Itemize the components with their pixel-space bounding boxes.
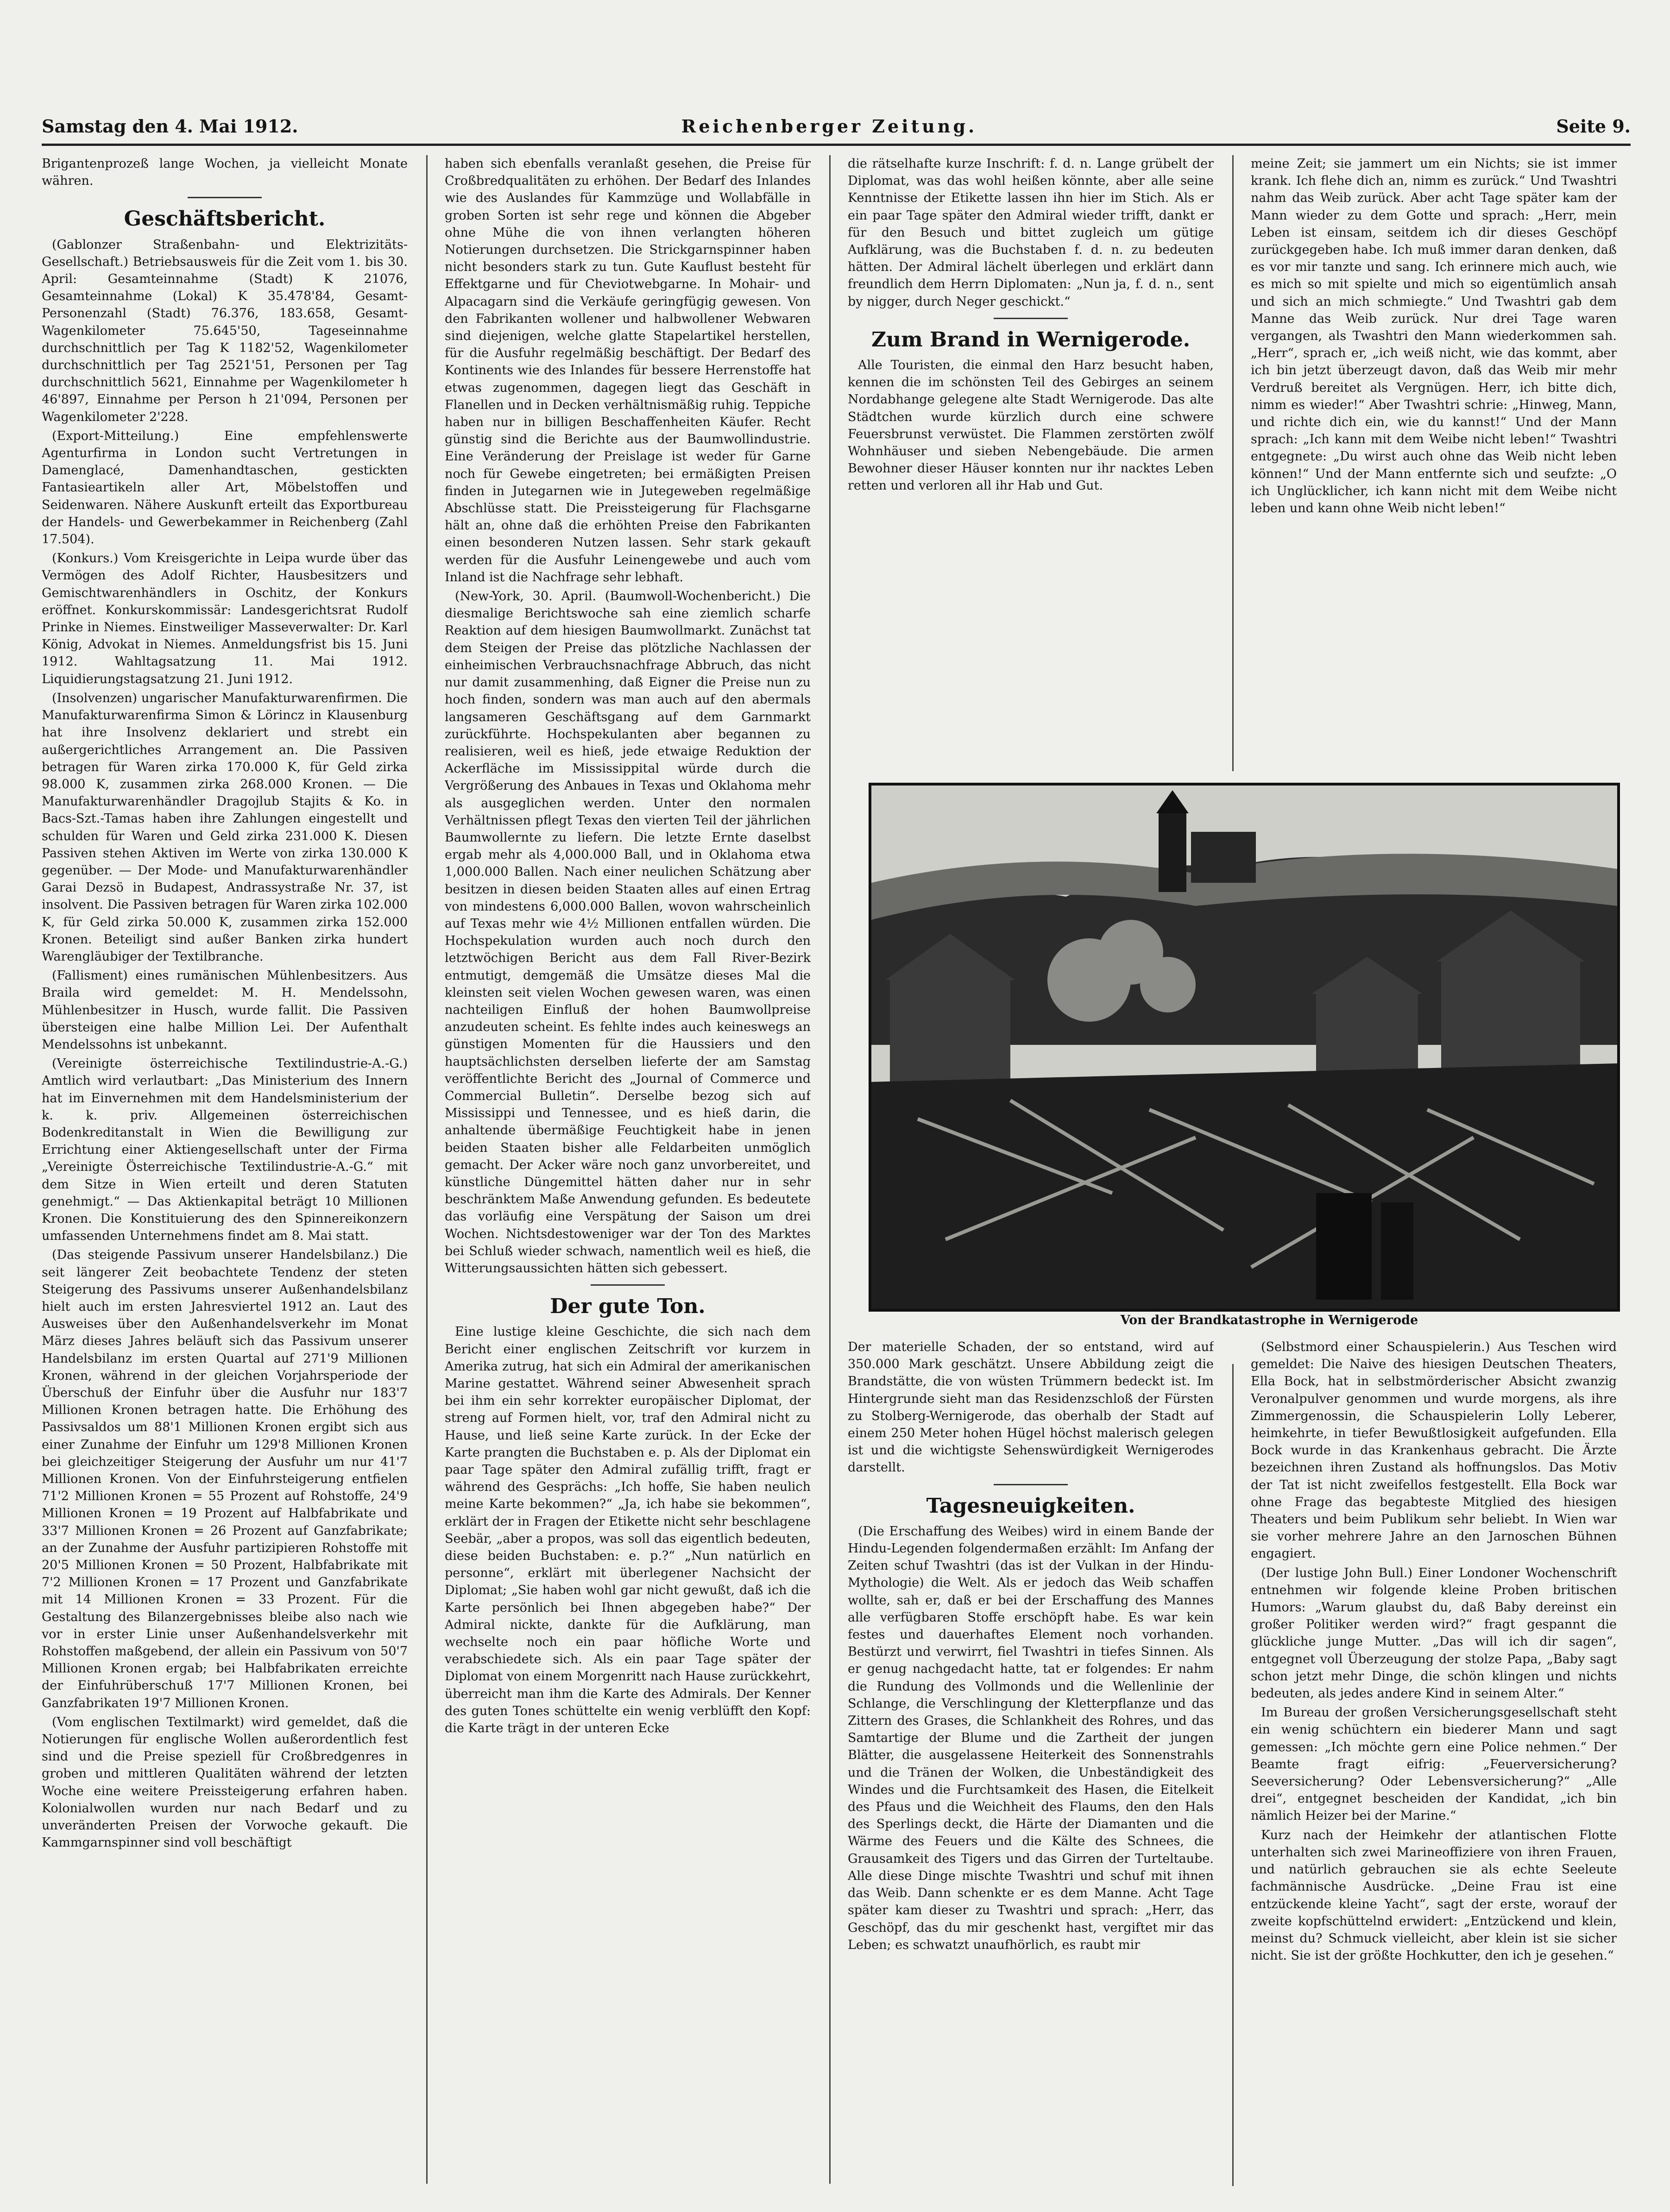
column-3 <box>848 155 1214 817</box>
business-item: (Vom englischen Textilmarkt) wird gemeldet, daß die Notierungen für englische Wollen außerordentlich fest sind und die Preise speziell für Croßbredgenres in groben und mittleren Qualitäten während der letzten Woche eine weitere Preissteigerung erfahren haben. Kolonialwollen wurden nur nach Bedarf und zu unveränderten Preisen der Vorwoche gekauft. Die Kammgarnspinner sind voll beschäftigt <box>42 1715 408 1850</box>
column-rule <box>1232 155 1234 771</box>
business-item: (Export-Mitteilung.) Eine empfehlenswerte Agenturfirma in London sucht Vertretungen in Damenglacé, Damenhandtaschen, gestickten Fantasieartikeln aller Art, Möbelstoffen und Seidenwaren. Nähere Auskunft erteilt das Exportbureau der Handels- und Gewerbekammer in Reichenberg (Zahl 17.504). <box>42 428 408 547</box>
business-item: (Gablonzer Straßenbahn- und Elektrizitäts-Gesellschaft.) Betriebsausweis für die Zeit vom 1. bis 30. April: Gesamteinnahme (Stadt) K 21076, Gesamteinnahme (Lokal) K 35.478'84, Gesamt-Personenzahl (Stadt) 76.376, 183.658, Gesamt-Wagenkilometer 75.645'50, Tageseinnahme durchschnittlich per Tag K 1182'52, Wagenkilometer durchschnittlich per Tag 2521'51, Personen per Tag durchschnittlich 5621, Einnahme per Wagenkilometer h 46'897, Einnahme per Person h 21'094, Personen per Wagenkilometer 2'228. <box>42 237 408 424</box>
column-3-lower <box>848 1339 1214 2186</box>
separator <box>591 1284 665 1286</box>
news-item: (Selbstmord einer Schauspielerin.) Aus Teschen wird gemeldet: Die Naive des hiesigen Deutschen Theaters, Ella Bock, hat in selbstmörderischer Absicht zwanzig Veronalpulver genommen und wurde morgens, als ihre Zimmergenossin, die Schauspielerin Lolly Leberer, heimkehrte, in tiefer Bewußtlosigkeit aufgefunden. Ella Bock wurde in das Krankenhaus gebracht. Die Ärzte bezeichnen ihren Zustand als hoffnungslos. Das Motiv der Tat ist nicht zweifellos festgestellt. Ella Bock war ohne Frage das begabteste Mitglied des hiesigen Theaters und beim Publikum sehr beliebt. In Wien war sie vorher mehrere Jahre an den Jarnoschen Bühnen engagiert. <box>1251 1340 1617 1561</box>
column-4-lower <box>1251 1339 1617 2186</box>
separator <box>994 318 1068 319</box>
article-fragment: Brigantenprozeß lange Wochen, ja vielleicht Monate währen. <box>42 157 408 189</box>
column-rule <box>426 155 428 2184</box>
fire-scene-illustration <box>871 786 1617 1309</box>
business-item: (Fallisment) eines rumänischen Mühlenbesitzers. Aus Braila wird gemeldet: M. H. Mendelssohn, Mühlenbesitzer in Husch, wurde fallit. Die Passiven übersteigen eine halbe Million Lei. Der Aufenthalt Mendelssohns ist unbekannt. <box>42 968 408 1052</box>
business-item: (Vereinigte österreichische Textilindustrie-A.-G.) Amtlich wird verlautbart: „Das Ministerium des Innern hat im Einvernehmen mit dem Handelsministerium der k. k. priv. Allgemeinen österreichischen Bodenkreditanstalt in Wien die Bewilligung zur Errichtung einer Aktiengesellschaft unter der Firma „Vereinigte Österreichische Textilindustrie-A.-G.“ mit dem Sitze in Wien erteilt und deren Statuten genehmigt.“ — Das Aktienkapital beträgt 10 Millionen Kronen. Die Konstituierung des den Spinnereikonzern umfassenden Unternehmens findet am 8. Mai statt. <box>42 1056 408 1244</box>
article-body: Der materielle Schaden, der so entstand, wird auf 350.000 Mark geschätzt. Unsere Abbildung zeigt die Brandstätte, die von wüsten Trümmern bedeckt ist. Im Hintergrunde sieht man das Residenzschloß der Fürsten zu Stolberg-Wernigerode, das oberhalb der Stadt auf einem 250 Meter hohen Hügel höchst malerisch gelegen ist und die wichtigste Sehenswürdigkeit Wernigerodes darstellt. <box>848 1340 1214 1475</box>
column-2 <box>445 155 811 2184</box>
business-item: (Insolvenzen) ungarischer Manufakturwarenfirmen. Die Manufakturwarenfirma Simon & Lörincz in Klausenburg hat ihre Insolvenz deklariert und strebt ein außergerichtliches Arrangement an. Die Passiven betragen für Waren zirka 170.000 K, für Geld zirka 98.000 K, zusammen zirka 268.000 Kronen. — Die Manufakturwarenhändler Dragojlub Stajits & Ko. in Bacs-Szt.-Tamas haben ihre Zahlungen eingestellt und schulden für Waren und Geld zirka 231.000 K. Diesen Passiven stehen Aktiven im Werte von zirka 130.000 K gegenüber. — Der Mode- und Manufakturwarenhändler Garai Dezsö in Budapest, Andrassystraße Nr. 37, ist insolvent. Die Passiven betragen für Waren zirka 102.000 K, für Geld zirka 50.000 K, zusammen zirka 152.000 Kronen. Beteiligt sind außer Banken zirka hundert Warengläubiger der Textilbranche. <box>42 691 408 964</box>
page-header <box>42 111 1631 146</box>
business-item: haben sich ebenfalls veranlaßt gesehen, die Preise für Croßbredqualitäten zu erhöhen. Der Bedarf des Inlandes wie des Auslandes für Kammzüge und Wollabfälle in groben Sorten ist sehr rege und können die Abgeber ohne Mühe die von ihnen verlangten höheren Notierungen durchsetzen. Die Strickgarnspinner haben nicht besonders stark zu tun. Gute Kauflust besteht für Effektgarne und für Cheviotwebgarne. In Mohair- und Alpacagarn sind die Verkäufe geringfügig gewesen. Von den Fabrikanten wollener und halbwollener Webwaren sind diejenigen, welche glatte Stapelartikel herstellen, für die Ausfuhr regelmäßig beschäftigt. Der Bedarf des Kontinents wie des Inlandes für bessere Herrenstoffe hat etwas zugenommen, dagegen liegt das Geschäft in Flanellen und in Decken verhältnismäßig ruhig. Teppiche haben nur in billigen Beschaffenheiten Käufer. Recht günstig sind die Berichte aus der Baumwollindustrie. Eine Veränderung der Preislage ist weder für Garne noch für Gewebe eingetreten; bei ermäßigten Preisen finden in Jutegarnen wie in Jutegeweben regelmäßige Abschlüsse statt. Die Preissteigerung für Flachsgarne hält an, ohne daß die erhöhten Preise den Fabrikanten einen besonderen Nutzen lassen. Sehr stark gekauft werden für die Ausfuhr Leinengewebe und auch vom Inland ist die Nachfrage sehr lebhaft. <box>445 157 811 584</box>
business-item: (New-York, 30. April. (Baumwoll-Wochenbericht.) Die diesmalige Berichtswoche sah eine ziemlich scharfe Reaktion auf dem hiesigen Baumwollmarkt. Zunächst tat dem Steigen der Preise das plötzliche Nachlassen der einheimischen Verbrauchsnachfrage Abbruch, das nicht nur damit zusammenhing, daß Eigner die Preise nun zu hoch finden, sondern was man auch auf den abermals langsameren Geschäftsgang auf dem Garnmarkt zurückführte. Hochspekulanten aber begannen zu realisieren, weil es hieß, jede etwaige Reduktion der Ackerfläche im Mississippital würde durch die Vergrößerung des Anbaues in Texas und Oklahoma mehr als ausgeglichen werden. Unter den normalen Verhältnissen pflegt Texas den vierten Teil der jährlichen Baumwollernte zu liefern. Die letzte Ernte daselbst ergab mehr als 4,000.000 Ball, und in Oklahoma etwa 1,000.000 Ballen. Nach einer neulichen Schätzung aber besitzen in diesen beiden Staaten alles auf einen Ertrag von mindestens 6,000.000 Ballen, wovon wahrscheinlich auf Texas mehr wie 4½ Millionen entfallen würden. Die Hochspekulation wurden auch noch durch den letztwöchigen Bericht aus dem Fall River-Bezirk entmutigt, demgemäß die Umsätze dieses Mal die kleinsten seit vielen Wochen gewesen waren, was einen nachteiligen Einfluß der hohen Baumwollpreise anzudeuten scheint. Es fehlte indes auch keineswegs an günstigen Momenten für die Haussiers und den hauptsächlichsten derselben lieferte der am Samstag veröffentlichte Bericht des „Journal of Commerce und Commercial Bulletin“. Derselbe bezog sich auf Mississippi und Tennessee, und es hieß darin, die anhaltende übermäßige Feuchtigkeit habe in jenen beiden Staaten bisher alle Feldarbeiten unmöglich gemacht. Der Acker wäre noch ganz unvorbereitet, und künstliche Düngemittel hätten daher nur in sehr beschränktem Maße Anwendung gefunden. Es bedeutete das vorläufig eine Verspätung der Saison um drei Wochen. Nichtsdestoweniger war der Ton des Marktes bei Schluß wieder schwach, namentlich weil es hieß, die Witterungsaussichten hätten sich gebessert. <box>445 589 811 1276</box>
business-item: (Das steigende Passivum unserer Handelsbilanz.) Die seit längerer Zeit beobachtete Tendenz der steten Steigerung des Passivums unserer Außenhandelsbilanz hielt auch im ersten Jahresviertel 1912 an. Laut des Ausweises über den Außenhandelsverkehr im Monat März dieses Jahres beläuft sich das Passivum unserer Handelsbilanz im ersten Quartal auf 271'9 Millionen Kronen, während in der gleichen Vorjahrsperiode der Überschuß der Einfuhr über die Ausfuhr nur 183'7 Millionen Kronen betragen hatte. Die Erhöhung des Passivsaldos um 88'1 Millionen Kronen ergibt sich aus einer Zunahme der Einfuhr um 129'8 Millionen Kronen bei gleichzeitiger Steigerung der Ausfuhr um nur 41'7 Millionen Kronen. Von der Einfuhrsteigerung entfielen 71'2 Millionen Kronen = 55 Prozent auf Rohstoffe, 24'9 Millionen Kronen = 19 Prozent auf Halbfabrikate und 33'7 Millionen Kronen = 26 Prozent auf Ganzfabrikate; an der Zunahme der Ausfuhr partizipieren Rohstoffe mit 20'5 Millionen Kronen = 50 Prozent, Halbfabrikate mit 7'2 Millionen Kronen = 17 Prozent und Ganzfabrikate mit 14 Millionen Kronen = 33 Prozent. Für die Gestaltung des Bilanzergebnisses bleibe also nach wie vor in erster Linie unser Außenhandelsverkehr mit Rohstoffen maßgebend, der allein ein Passivum von 50'7 Millionen Kronen ergab; bei Halbfabrikaten erreichte der Einfuhrüberschuß 17'7 Millionen Kronen, bei Ganzfabrikaten 19'7 Millionen Kronen. <box>42 1248 408 1710</box>
column-1 <box>42 155 408 2184</box>
news-item: Im Bureau der großen Versicherungsgesellschaft steht ein wenig schüchtern ein biederer Mann und sagt gemessen: „Ich möchte gern eine Police nehmen.“ Der Beamte fragt eifrig: „Feuerversicherung? Seeversicherung? Oder Lebensversicherung?“ „Alle drei“, entgegnet bescheiden der Kandidat, „ich bin nämlich Heizer bei der Marine.“ <box>1251 1705 1617 1823</box>
separator <box>188 197 262 198</box>
news-item: (Die Erschaffung des Weibes) wird in einem Bande der Hindu-Legenden folgendermaßen erzählt: Im Anfang der Zeiten schuf Twashtri (das ist der Vulkan in der Hindu-Mythologie) die Welt. Als er jedoch das Weib schaffen wollte, sah er, daß er bei der Erschaffung des Mannes alle verfügbaren Stoffe erschöpft habe. Es war kein festes und dauerhaftes Element noch vorhanden. Bestürzt und verwirrt, fiel Twashtri in tiefes Sinnen. Als er genug nachgedacht hatte, tat er folgendes: Er nahm die Rundung des Vollmonds und die Wellenlinie der Schlange, die Verschlingung der Kletterpflanze und das Zittern des Grases, die Schlankheit des Rohres, und das Samtartige der Blume und die Zartheit der jungen Blätter, die ausgelassene Heiterkeit des Sonnenstrahls und die Tränen der Wolken, die Unbeständigkeit des Windes und die Furchtsamkeit des Hasen, die Eitelkeit des Pfaus und die Weichheit des Flaums, den den Hals des Sperlings deckt, die Härte der Diamanten und die Wärme des Feuers und die Kälte des Schnees, die Grausamkeit des Tigers und das Girren der Turteltaube. Alle diese Dinge mischte Twashtri und schuf mit ihnen das Weib. Dann schenkte er es dem Manne. Acht Tage später kam dieser zu Twashtri und sprach: „Herr, das Geschöpf, das du mir geschenkt hast, vergiftet mir das Leben; es schwatzt unaufhörlich, es raubt mir <box>848 1524 1214 1952</box>
newspaper-page <box>42 111 1631 2195</box>
page-number: Seite 9. <box>1556 116 1631 137</box>
section-heading: Geschäftsbericht. <box>124 207 326 231</box>
wernigerode-fire-photo <box>869 783 1620 1312</box>
column-4 <box>1251 155 1617 817</box>
newspaper-title: Reichenberger Zeitung. <box>681 116 977 137</box>
article-body: die rätselhafte kurze Inschrift: f. d. n. Lange grübelt der Diplomat, was das wohl heißen könnte, aber alle seine Kenntnisse der Etikette lassen ihn hier im Stich. Als er ein paar Tage später den Admiral wieder trifft, dankt er für den Besuch und bittet zugleich um gütige Aufklärung, was die Buchstaben f. d. n. zu bedeuten hätten. Der Admiral lächelt überlegen und erklärt dann freundlich dem Herrn Diplomaten: „Nun ja, f. d. n., sent by nigger, durch Neger geschickt.“ <box>848 157 1214 309</box>
article-heading: Zum Brand in Wernigerode. <box>871 327 1191 352</box>
column-rule <box>1232 1364 1234 2186</box>
article-heading: Der gute Ton. <box>550 1295 706 1319</box>
article-body: Eine lustige kleine Geschichte, die sich nach dem Bericht einer englischen Zeitschrift vor kurzem in Amerika zutrug, hat sich ein Admiral der amerikanischen Marine gestattet. Während seiner Abwesenheit sprach bei ihm ein sehr korrekter europäischer Diplomat, der streng auf Formen hielt, vor, traf den Admiral nicht zu Hause, und ließ seine Karte zurück. In der Ecke der Karte prangten die Buchstaben e. p. Als der Diplomat ein paar Tage später den Admiral zufällig trifft, fragt er während des Gesprächs: „Ich hoffe, Sie haben neulich meine Karte bekommen?“ „Ja, ich habe sie bekommen“, erklärt der in Fragen der Etikette nicht sehr beschlagene Seebär, „aber a propos, was soll das eigentlich bedeuten, diese beiden Buchstaben: e. p.?“ „Nun natürlich en personne“, erklärt mit überlegener Nachsicht der Diplomat; „Sie haben wohl gar nicht gewußt, daß ich die Karte persönlich bei Ihnen abgegeben habe?“ Der Admiral nickte, dankte für die Aufklärung, man wechselte noch ein paar höfliche Worte und verabschiedete sich. Als ein paar Tage später der Diplomat von einem Morgenritt nach Hause zurückkehrt, überreicht man ihm die Karte des Admirals. Der Kenner des guten Tones schüttelte ein wenig verblüfft den Kopf: die Karte trägt in der unteren Ecke <box>445 1325 811 1736</box>
article-body: meine Zeit; sie jammert um ein Nichts; sie ist immer krank. Ich flehe dich an, nimm es zurück.“ Und Twashtri nahm das Weib zurück. Aber acht Tage später kam der Mann wieder zu dem Gotte und sprach: „Herr, mein Leben ist einsam, seitdem ich dir dieses Geschöpf zurückgegeben habe. Ich muß immer daran denken, daß es vor mir tanzte und sang. Ich erinnere mich auch, wie es mich so mit spielte und mich so eigentümlich ansah und sich an mich schmiegte.“ Und Twashtri gab dem Manne das Weib zurück. Nur drei Tage waren vergangen, als Twashtri den Mann wiederkommen sah. „Herr“, sprach er, „ich weiß nicht, wie das kommt, aber ich bin jetzt überzeugt davon, daß das Weib mir mehr Verdruß bereitet als Vergnügen. Herr, ich bitte dich, nimm es wieder!“ Aber Twashtri schrie: „Hinweg, Mann, und richte dich ein, wie du kannst!“ Und der Mann sprach: „Ich kann mit dem Weibe nicht leben!“ Twashtri entgegnete: „Du wirst auch ohne das Weib nicht leben können!“ Und der Mann entfernte sich und seufzte: „O ich Unglücklicher, ich kann nicht mit dem Weibe nicht leben und kann ohne Weib nicht leben!“ <box>1251 157 1617 516</box>
news-item: (Der lustige John Bull.) Einer Londoner Wochenschrift entnehmen wir folgende kleine Proben britischen Humors: „Warum glaubst du, daß Baby dereinst ein großer Politiker werden wird?“ fragt gespannt die glückliche junge Mutter. „Das will ich dir sagen“, entgegnet voll Überzeugung der stolze Papa, „Baby sagt schon jetzt mehr Dinge, die schön klingen und nichts bedeuten, als jedes andere Kind in seinem Alter.“ <box>1251 1565 1617 1701</box>
section-heading: Tagesneuigkeiten. <box>926 1494 1135 1518</box>
header-date: Samstag den 4. Mai 1912. <box>42 116 298 137</box>
news-item: Kurz nach der Heimkehr der atlantischen Flotte unterhalten sich zwei Marineoffiziere von ihren Frauen, und natürlich gebrauchen sie als echte Seeleute fachmännische Ausdrücke. „Deine Frau ist eine entzückende kleine Yacht“, sagt der erste, worauf der zweite kopfschüttelnd erwidert: „Entzückend und klein, meinst du? Schmuck vielleicht, aber klein ist sie sicher nicht. Sie ist der größte Hochkutter, den ich je gesehen.“ <box>1251 1828 1617 1963</box>
article-body: Alle Touristen, die einmal den Harz besucht haben, kennen die im schönsten Teil des Gebirges an seinem Nordabhange gelegene alte Stadt Wernigerode. Das alte Städtchen wurde kürzlich durch eine schwere Feuersbrunst verwüstet. Die Flammen zerstörten zwölf Wohnhäuser und sieben Nebengebäude. Die armen Bewohner dieser Häuser konnten nur ihr nacktes Leben retten und verloren all ihr Hab und Gut. <box>848 358 1214 493</box>
photo-caption: Von der Brandkatastrophe in Wernigerode <box>1120 1313 1418 1327</box>
column-rule <box>829 155 831 2184</box>
separator <box>994 1484 1068 1485</box>
business-item: (Konkurs.) Vom Kreisgerichte in Leipa wurde über das Vermögen des Adolf Richter, Hausbesitzers und Gemischtwarenhändlers in Oschitz, der Konkurs eröffnet. Konkurskommissär: Landesgerichtsrat Rudolf Prinke in Niemes. Einstweiliger Masseverwalter: Dr. Karl König, Advokat in Niemes. Anmeldungsfrist bis 15. Juni 1912. Wahltagsatzung 11. Mai 1912. Liquidierungstagsatzung 21. Juni 1912. <box>42 551 408 686</box>
